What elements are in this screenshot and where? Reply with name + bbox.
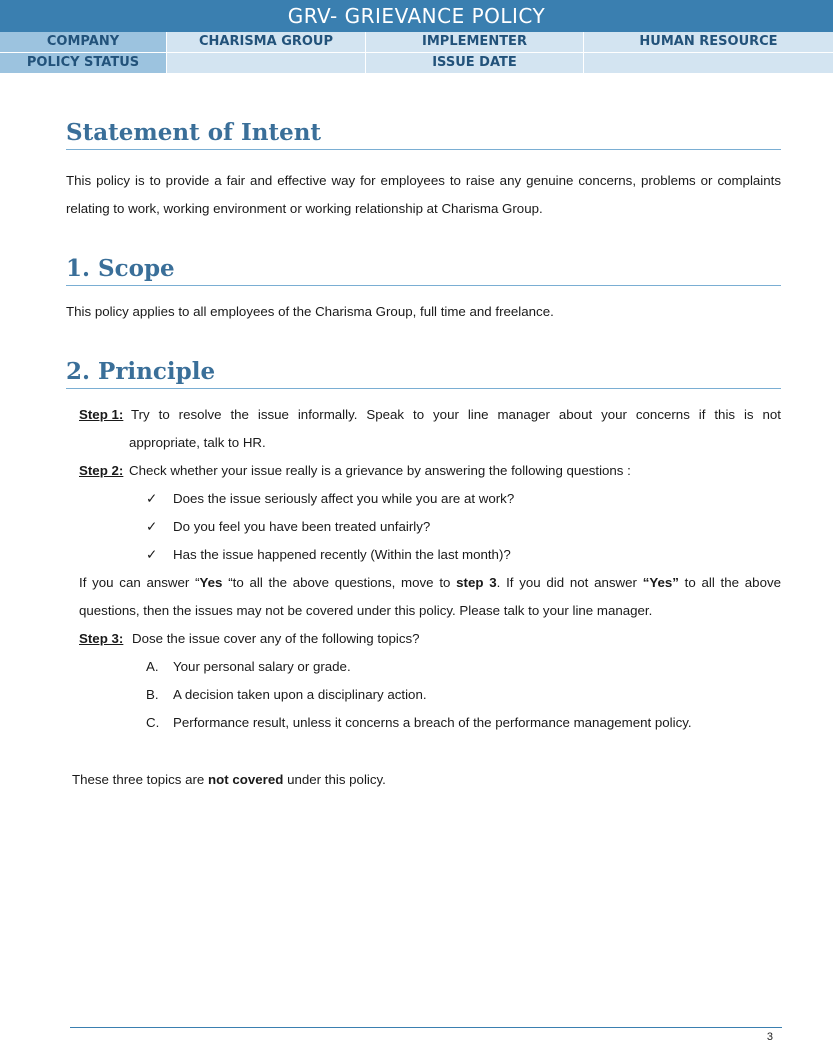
issue-date-value (584, 53, 833, 74)
question-text: Does the issue seriously affect you while you are at work? (173, 491, 515, 506)
policy-status-label: POLICY STATUS (0, 53, 167, 74)
intent-paragraph: This policy is to provide a fair and effective way for employees to raise any genuine concerns, problems or complaints relating to work, working environment or working relationship at Charisma Group. (66, 173, 781, 216)
answer-paragraph (79, 569, 781, 653)
scope-paragraph: This policy applies to all employees of the Charisma Group, full time and freelance. (66, 304, 554, 319)
issue-date-label: ISSUE DATE (366, 53, 584, 74)
step1-text: Try to resolve the issue informally. Speak to your line manager about your concerns if this is not (131, 407, 781, 422)
check-icon: ✓ (146, 547, 158, 562)
question-item (146, 485, 514, 513)
closing-text: under this policy. (283, 772, 386, 787)
check-icon: ✓ (146, 491, 158, 506)
answer-text: “to all the above questions, move to (222, 575, 457, 590)
step1-line (79, 401, 781, 429)
step3-text: Dose the issue cover any of the following topics? (132, 631, 420, 646)
step3-line (79, 625, 781, 653)
question-item (146, 541, 511, 569)
question-text: Has the issue happened recently (Within the last month)? (173, 547, 511, 562)
step1-label: Step 1: (79, 407, 124, 422)
implementer-value: HUMAN RESOURCE (584, 32, 833, 53)
topic-item (146, 709, 692, 737)
step2-label: Step 2: (79, 463, 124, 478)
company-label: COMPANY (0, 32, 167, 53)
topic-item (146, 653, 351, 681)
scope-heading: 1. Scope (66, 256, 781, 286)
answer-yes-quoted: “Yes” (642, 575, 679, 590)
answer-line-2: questions, then the issues may not be covered under this policy. Please talk to your line manager. (79, 603, 653, 618)
header-row-company (0, 32, 833, 53)
step3-label: Step 3: (79, 631, 124, 646)
page-number: 3 (766, 1031, 773, 1043)
topic-text: A decision taken upon a disciplinary action. (173, 687, 427, 702)
principle-heading: 2. Principle (66, 359, 781, 389)
step2-text: Check whether your issue really is a grievance by answering the following questions : (129, 463, 631, 478)
answer-text: If you can answer “ (79, 575, 200, 590)
footer-divider (70, 1027, 782, 1028)
closing-statement (72, 766, 787, 794)
topic-marker: A. (146, 659, 159, 674)
policy-status-value (167, 53, 366, 74)
closing-emphasis: not covered (208, 772, 284, 787)
topic-item (146, 681, 427, 709)
topic-marker: B. (146, 687, 159, 702)
answer-text: . If you did not answer (496, 575, 643, 590)
answer-text: to all the above (678, 575, 782, 590)
step2-line (79, 457, 781, 485)
header-row-status (0, 53, 833, 74)
intent-heading: Statement of Intent (66, 120, 781, 150)
question-text: Do you feel you have been treated unfairly? (173, 519, 431, 534)
topic-marker: C. (146, 715, 160, 730)
answer-yes: Yes (199, 575, 223, 590)
document-title: GRV- GRIEVANCE POLICY (0, 0, 833, 32)
answer-line-1 (79, 569, 781, 597)
answer-step3: step 3 (456, 575, 497, 590)
closing-text: These three topics are (72, 772, 208, 787)
company-value: CHARISMA GROUP (167, 32, 366, 53)
check-icon: ✓ (146, 519, 158, 534)
step1-continuation: appropriate, talk to HR. (129, 435, 266, 450)
question-item (146, 513, 430, 541)
topic-text: Your personal salary or grade. (173, 659, 351, 674)
implementer-label: IMPLEMENTER (366, 32, 584, 53)
principle-steps (79, 401, 781, 485)
topic-text: Performance result, unless it concerns a breach of the performance management policy. (173, 715, 692, 730)
